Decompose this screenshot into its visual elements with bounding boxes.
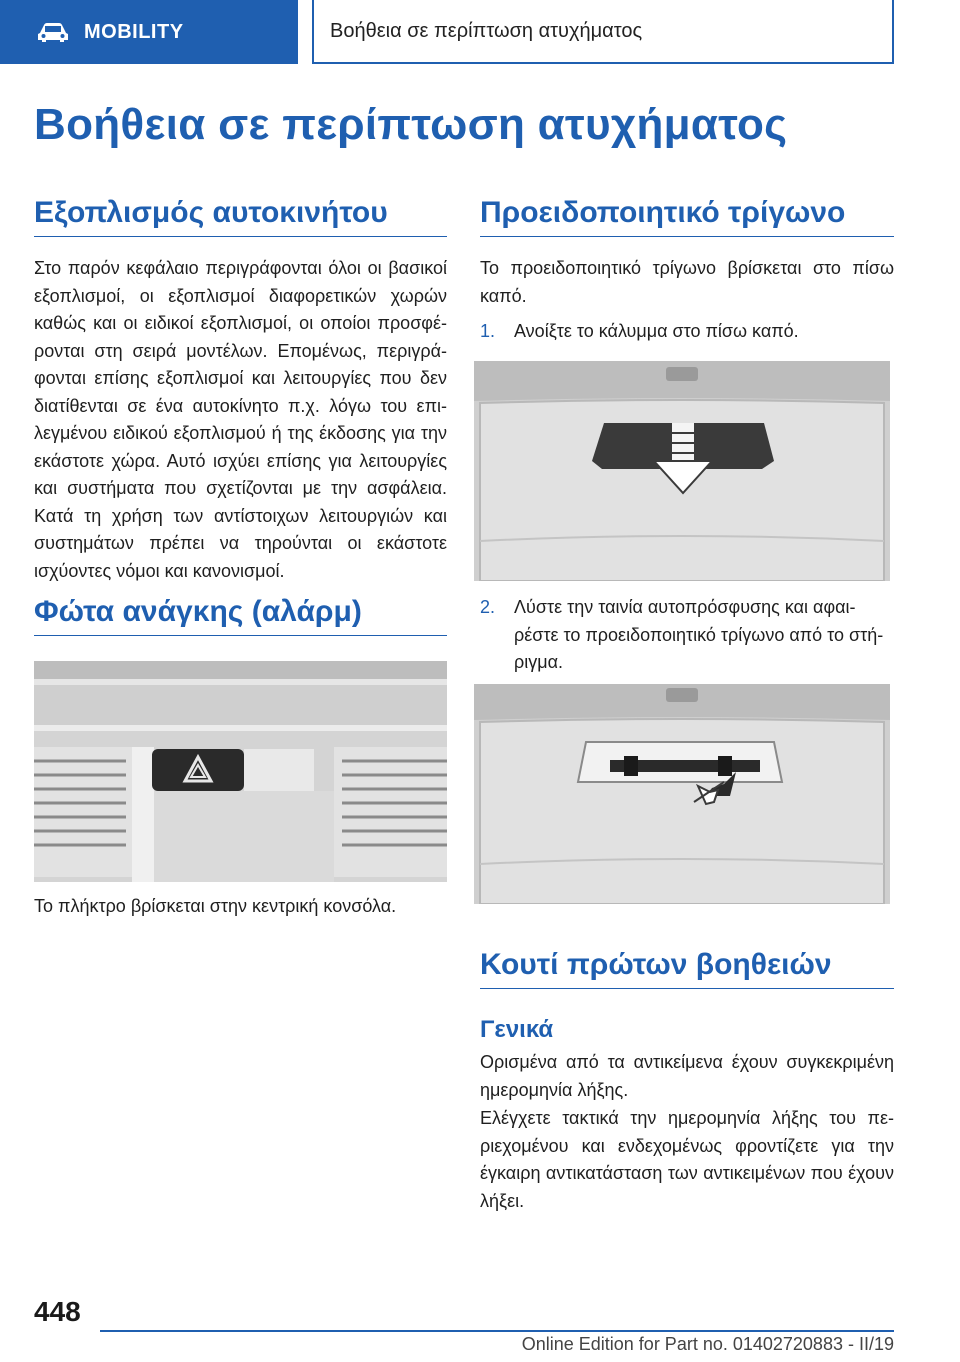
car-icon: [36, 21, 70, 43]
step-1: [480, 318, 894, 346]
tailgate-cover-figure: [474, 361, 890, 581]
section-label: MOBILITY: [84, 20, 184, 43]
page-title: Βοήθεια σε περίπτωση ατυχήματος: [34, 100, 788, 149]
general-text-2: Ελέγχετε τακτικά την ημερομηνία λήξης του περιεχομένου και ενδεχομένως φροντίζετε για την έγκαιρη αντικατάσταση των αντικειμένων που έχουν λήξει.: [480, 1108, 894, 1211]
general-heading: Γενικά: [480, 1016, 554, 1043]
breadcrumb-text: Βοήθεια σε περίπτωση ατυχήματος: [330, 19, 643, 42]
page-number: 448: [34, 1296, 81, 1327]
hazard-button-figure: [34, 661, 447, 882]
general-text-1: Ορισμένα από τα αντικείμενα έχουν συγκεκριμένη ημερομηνία λήξης.: [480, 1052, 894, 1100]
first-aid-kit-heading: Κουτί πρώτων βοηθειών: [480, 948, 894, 989]
hazard-heading: Φώτα ανάγκης (αλάρμ): [34, 595, 447, 636]
breadcrumb[interactable]: [312, 0, 894, 64]
step-number: 1.: [480, 321, 496, 341]
step-text: Ανοίξτε το κάλυμμα στο πίσω καπό.: [514, 321, 799, 341]
warning-triangle-figure: [474, 684, 890, 904]
equipment-heading: Εξοπλισμός αυτοκινήτου: [34, 196, 447, 237]
warning-triangle-heading: Προειδοποιητικό τρίγωνο: [480, 196, 894, 237]
equipment-text: Στο παρόν κεφάλαιο περιγράφονται όλοι οι βασικοί εξοπλισμοί, οι εξοπλισμοί διαφορετικών χωρών καθώς και οι ειδικοί εξοπλισμοί, οι οποίοι προσφέρονται στη σειρά μοντέλων. Επομένως, περιγράφονται επίσης εξοπλισμοί και λειτουργίες που δεν διατίθενται σε ένα αυτοκίνητο π.χ. λόγω του επιλεγμένου ειδικού εξοπλισμού ή της έκδοσης για την εκάστοτε χώρα. Αυτό ισχύει επίσης για λειτουργίες και συστήματα που σχετίζονται με την ασφάλεια. Κατά τη χρήση των αντίστοιχων λειτουργιών και συστημάτων πρέπει να τηρούνται οι εκάστοτε ισχύοντες νόμοι και κανονισμοί.: [34, 258, 447, 581]
footer-divider: [100, 1330, 894, 1332]
step-2: [480, 594, 894, 677]
section-tab-mobility[interactable]: [0, 0, 298, 64]
step-number: 2.: [480, 597, 496, 617]
hazard-caption: Το πλήκτρο βρίσκεται στην κεντρική κονσόλα.: [34, 896, 397, 916]
triangle-intro: Το προειδοποιητικό τρίγωνο βρίσκεται στο πίσω καπό.: [480, 258, 894, 306]
step-text: Λύστε την ταινία αυτοπρόσφυσης και αφαιρέστε το προειδοποιητικό τρίγωνο από το στήριγμα.: [514, 597, 884, 672]
edition-info: Online Edition for Part no. 01402720883 - II/19: [521, 1334, 894, 1354]
